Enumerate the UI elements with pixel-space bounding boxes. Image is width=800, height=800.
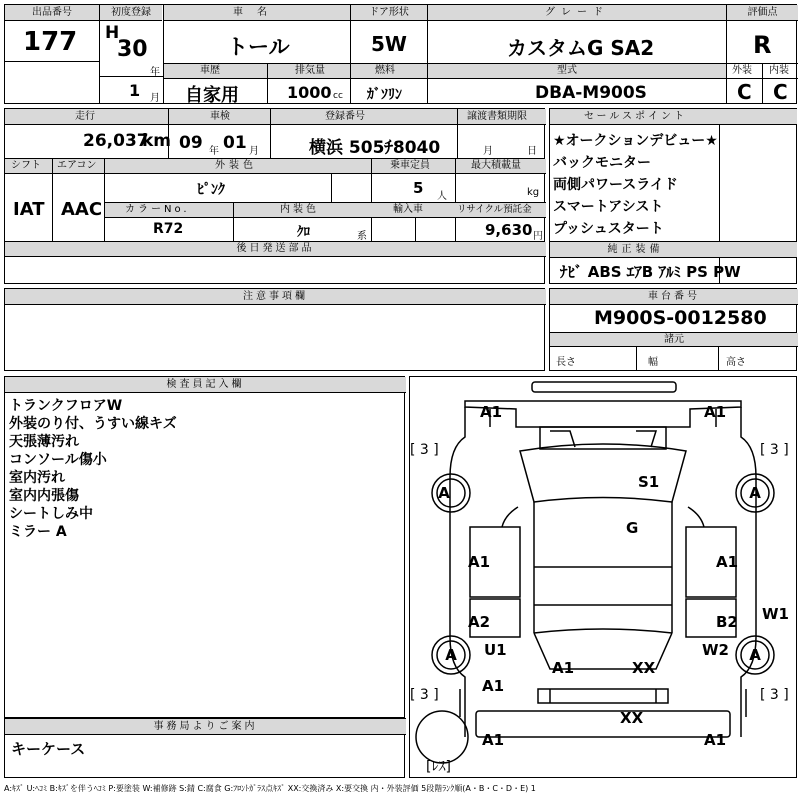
- damage-mark: A1: [482, 731, 505, 749]
- seats: 5: [413, 179, 424, 197]
- sales-item: 両側パワースライド: [553, 177, 678, 193]
- chassis-section: [549, 288, 797, 371]
- reg-label: 初度登録: [100, 5, 162, 21]
- transfer-day-unit: 日: [527, 146, 537, 157]
- transfer-label: 譲渡書類期限: [467, 111, 527, 122]
- inspect-month: 01: [223, 133, 247, 153]
- damage-mark: G: [626, 519, 639, 537]
- sales-item: バックモニター: [553, 155, 651, 171]
- inspector-note: トランクフロアW: [9, 398, 123, 414]
- model-code: DBA-M900S: [535, 83, 647, 103]
- office-label: 事務局よりご案内: [5, 718, 406, 735]
- damage-mark: A1: [482, 677, 505, 695]
- grade-label: グレード: [428, 5, 726, 21]
- damage-mark: XX: [620, 709, 644, 727]
- later-parts-label: 後日発送部品: [5, 242, 546, 257]
- load-unit: kg: [527, 187, 540, 198]
- chassis-label: 車台番号: [550, 289, 798, 305]
- sales-label: セールスポイント: [550, 109, 721, 125]
- fuel-label: 燃料: [375, 65, 395, 76]
- width-label: 幅: [648, 357, 658, 368]
- damage-mark: A1: [716, 553, 739, 571]
- ac: AAC: [61, 199, 103, 220]
- reg-year: 30: [117, 37, 148, 62]
- office-note: キーケース: [11, 740, 86, 758]
- recycle-fee: 9,630: [485, 221, 533, 239]
- inspector-note: 天張薄汚れ: [9, 434, 79, 450]
- length-label: 長さ: [556, 357, 576, 368]
- tread-mark: [ 3 ]: [410, 442, 439, 458]
- damage-mark: A1: [468, 553, 491, 571]
- damage-mark: A1: [704, 731, 727, 749]
- fuel: ｶﾞｿﾘﾝ: [367, 87, 402, 103]
- notes-label: 注意事項欄: [5, 289, 546, 305]
- damage-mark: W2: [702, 641, 729, 659]
- disp-unit: cc: [333, 91, 343, 101]
- inspect-label: 車検: [210, 111, 230, 122]
- seats-unit: 人: [437, 191, 447, 202]
- color-label: 外装色: [215, 160, 257, 171]
- int-label: 内装: [769, 65, 789, 76]
- year-unit: 年: [150, 67, 160, 78]
- dims-label: 諸元: [550, 333, 798, 347]
- inspector-note: コンソール傷小: [9, 452, 107, 468]
- plate-label: 登録番号: [325, 111, 365, 122]
- lot-label: 出品番号: [5, 5, 99, 21]
- sales-points: [549, 108, 741, 284]
- colorno-label: カラーNo.: [125, 204, 190, 215]
- displacement: 1000: [287, 83, 332, 102]
- inspect-year: 09: [179, 133, 203, 153]
- month-unit: 月: [150, 93, 160, 104]
- damage-mark: A1: [704, 403, 727, 421]
- transfer-month-unit: 月: [483, 146, 493, 157]
- sales-item: プッシュスタート: [553, 221, 664, 237]
- lot-number: 177: [23, 27, 78, 57]
- history-label: 車歴: [200, 65, 220, 76]
- import-label: 輸入車: [393, 204, 423, 215]
- damage-mark: A1: [552, 659, 575, 677]
- damage-mark: S1: [638, 473, 660, 491]
- load-label: 最大積載量: [471, 160, 521, 171]
- door-type: 5W: [371, 32, 407, 56]
- notes-section: [4, 288, 545, 371]
- sales-extension: [720, 108, 797, 284]
- mileage-label: 走行: [75, 111, 95, 122]
- intcolor-unit: 系: [357, 231, 367, 242]
- equip-label: 純正装備: [550, 242, 721, 258]
- recycle-unit: 円: [533, 231, 543, 242]
- ext-grade: C: [737, 80, 752, 104]
- ac-label: エアコン: [57, 160, 97, 171]
- mileage: 26,037: [83, 131, 149, 151]
- inspector-note: 室内汚れ: [9, 470, 65, 486]
- intcolor-label: 内装色: [280, 204, 319, 215]
- inspector-note: 外装のり付、うすい線キズ: [9, 416, 177, 432]
- inspector-section: [4, 376, 405, 718]
- inspect-month-unit: 月: [249, 146, 259, 157]
- tread-mark: [ 3 ]: [760, 442, 789, 458]
- reg-era: H: [105, 23, 120, 43]
- damage-mark: B2: [716, 613, 738, 631]
- damage-mark: A2: [468, 613, 491, 631]
- top-section: [4, 4, 797, 104]
- tire-mark: A: [749, 646, 761, 664]
- score: R: [753, 31, 772, 59]
- height-label: 高さ: [726, 357, 746, 368]
- disp-label: 排気量: [295, 65, 325, 76]
- car-name: トール: [227, 35, 290, 59]
- office-section: [4, 718, 405, 778]
- chassis-number: M900S-0012580: [594, 307, 767, 329]
- inspector-note: シートしみ中: [9, 506, 93, 522]
- shift-label: シフト: [11, 160, 41, 171]
- history: 自家用: [185, 85, 239, 106]
- tread-mark: [ 3 ]: [760, 687, 789, 703]
- inspector-note: ミラー A: [9, 524, 67, 540]
- score-label: 評価点: [727, 5, 798, 21]
- door-label: ドア形状: [351, 5, 427, 21]
- color-number: R72: [153, 221, 184, 237]
- equipment: ﾅﾋﾞ ABS ｴｱB ｱﾙﾐ PS PW: [560, 263, 741, 281]
- interior-color: ｸﾛ: [297, 225, 310, 240]
- ext-label: 外装: [732, 65, 752, 76]
- plate: 横浜 505ﾁ8040: [309, 138, 441, 158]
- damage-mark: A1: [480, 403, 503, 421]
- model-label: 型式: [557, 65, 577, 76]
- name-label: 車名: [164, 5, 350, 21]
- inspector-label: 検査員記入欄: [5, 377, 406, 393]
- damage-mark: W1: [762, 605, 789, 623]
- tread-mark: [ 3 ]: [410, 687, 439, 703]
- shift: IAT: [13, 199, 45, 220]
- sales-item: スマートアシスト: [553, 199, 664, 215]
- legend: A:ｷｽﾞ U:ﾍｺﾐ B:ｷｽﾞを伴うﾍｺﾐ P:要塗装 W:補修跡 S:錆 C:腐食 G:ﾌﾛﾝﾄｶﾞﾗｽ点ｷｽﾞ XX:交換済み X:要交換 内・外装評価 5段階ﾗﾝｸ順(A・B・C・D・E) 1: [4, 784, 536, 793]
- recycle-label: リサイクル預託金: [457, 204, 532, 215]
- int-grade: C: [773, 80, 788, 104]
- sales-item: ★オークションデビュー★: [553, 133, 718, 149]
- mileage-unit: km: [142, 131, 172, 151]
- reg-month: 1: [129, 81, 141, 100]
- car-outline: [410, 377, 796, 777]
- seats-label: 乗車定員: [390, 160, 430, 171]
- spare-mark: [ﾚｽ]: [426, 759, 451, 775]
- inspector-note: 室内内張傷: [9, 488, 79, 504]
- damage-mark: XX: [632, 659, 656, 677]
- grade: カスタムG SA2: [507, 36, 655, 60]
- vehicle-details: [4, 108, 545, 284]
- exterior-color: ﾋﾟﾝｸ: [197, 182, 225, 198]
- tire-mark: A: [438, 484, 450, 502]
- tire-mark: A: [445, 646, 457, 664]
- tire-mark: A: [749, 484, 761, 502]
- inspect-year-unit: 年: [209, 146, 219, 157]
- damage-diagram: [409, 376, 797, 778]
- damage-mark: U1: [484, 641, 507, 659]
